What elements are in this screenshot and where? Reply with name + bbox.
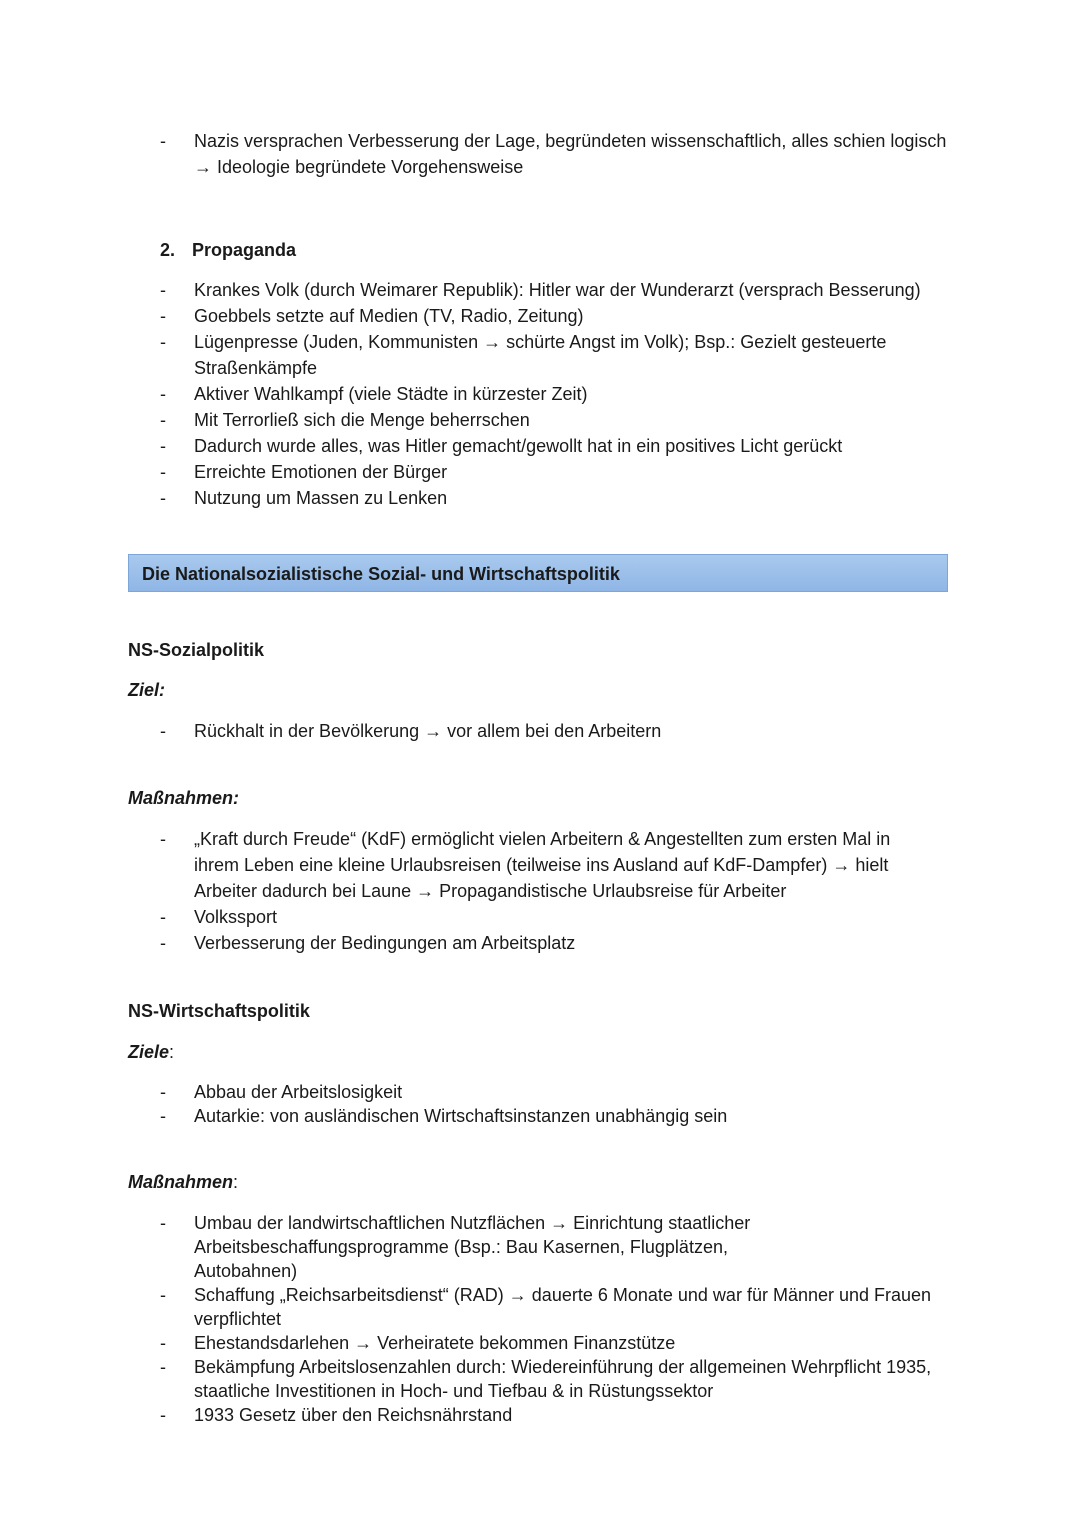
measures-list [128, 826, 958, 956]
propaganda-list [128, 277, 958, 511]
measures-list [128, 1211, 958, 1427]
sozialpolitik-goal-label: Ziel: [128, 680, 166, 700]
section-banner-title: Die Nationalsozialistische Sozial- und Wirtschaftspolitik [142, 564, 620, 584]
heading-title: Propaganda [192, 240, 297, 260]
list-item: - Autarkie: von ausländischen Wirtschaftsinstanzen unabhängig sein [128, 1104, 958, 1128]
goals-list [128, 1080, 958, 1128]
list-item: - Krankes Volk (durch Weimarer Republik): Hitler war der Wunderarzt (versprach Besserung) [128, 277, 958, 303]
list-item: - Aktiver Wahlkampf (viele Städte in kürzester Zeit) [128, 381, 958, 407]
list-item: - 1933 Gesetz über den Reichsnährstand [128, 1403, 958, 1427]
measures-label-text: Maßnahmen [128, 1172, 234, 1192]
heading-number: 2. [160, 240, 176, 260]
measures-label-colon: : [233, 1172, 239, 1192]
list-item: - Ehestandsdarlehen → Verheiratete bekommen Finanzstütze [128, 1331, 958, 1355]
list-item: - Nutzung um Massen zu Lenken [128, 485, 958, 511]
sozialpolitik-measures-label: Maßnahmen: [128, 788, 240, 808]
list-item: - Volkssport [128, 904, 958, 930]
section-banner [128, 554, 948, 592]
goal-label-colon: : [169, 1042, 175, 1062]
sozialpolitik-heading: NS-Sozialpolitik [128, 640, 265, 660]
list-item: - Verbesserung der Bedingungen am Arbeitsplatz [128, 930, 958, 956]
list-item: - Abbau der Arbeitslosigkeit [128, 1080, 958, 1104]
intro-list [128, 128, 958, 180]
wirtschaftspolitik-heading: NS-Wirtschaftspolitik [128, 1001, 310, 1021]
wirtschaftspolitik-goal-label [128, 1039, 174, 1065]
list-item: - Rückhalt in der Bevölkerung → vor allem bei den Arbeitern [128, 718, 958, 744]
wirtschaftspolitik-measures-label [128, 1169, 238, 1195]
sozialpolitik-goals [128, 718, 958, 744]
list-item: - Bekämpfung Arbeitslosenzahlen durch: Wiedereinführung der allgemeinen Wehrpflicht 1935, staatliche Investitionen in Hoch- und Tiefbau & in Rüstungssektor [128, 1355, 958, 1403]
list-item: - Mit Terrorließ sich die Menge beherrschen [128, 407, 958, 433]
wirtschaftspolitik-goals [128, 1080, 958, 1128]
list-item: - „Kraft durch Freude“ (KdF) ermöglicht vielen Arbeitern & Angestellten zum ersten Mal in ihrem Leben eine kleine Urlaubsreisen (teilweise ins Ausland auf KdF-Dampfer) → hielt Arbeiter dadurch bei Laune → Propagandistische Urlaubsreise für Arbeiter [128, 826, 958, 904]
list-item: - Lügenpresse (Juden, Kommunisten → schürte Angst im Volk); Bsp.: Gezielt gesteuerte Straßenkämpfe [128, 329, 958, 381]
goal-label-text: Ziele [128, 1042, 170, 1062]
list-item: - Umbau der landwirtschaftlichen Nutzflächen → Einrichtung staatlicher Arbeitsbeschaffungsprogramme (Bsp.: Bau Kasernen, Flugplätzen, Autobahnen) [128, 1211, 958, 1283]
sozialpolitik-measures [128, 826, 958, 956]
goals-list [128, 718, 958, 744]
list-item [128, 128, 958, 180]
list-item: - Dadurch wurde alles, was Hitler gemacht/gewollt hat in ein positives Licht gerückt [128, 433, 958, 459]
list-item-text: Nazis versprachen Verbesserung der Lage, begründeten wissenschaftlich, alles schien logisch [194, 131, 947, 151]
propaganda-block [128, 277, 958, 511]
wirtschaftspolitik-measures [128, 1211, 958, 1427]
intro-block [128, 128, 958, 180]
propaganda-heading [160, 237, 296, 263]
list-item: - Erreichte Emotionen der Bürger [128, 459, 958, 485]
list-item-continuation: → Ideologie begründete Vorgehensweise [194, 157, 524, 177]
list-item: - Goebbels setzte auf Medien (TV, Radio, Zeitung) [128, 303, 958, 329]
list-item: - Schaffung „Reichsarbeitsdienst“ (RAD) → dauerte 6 Monate und war für Männer und Frauen verpflichtet [128, 1283, 958, 1331]
